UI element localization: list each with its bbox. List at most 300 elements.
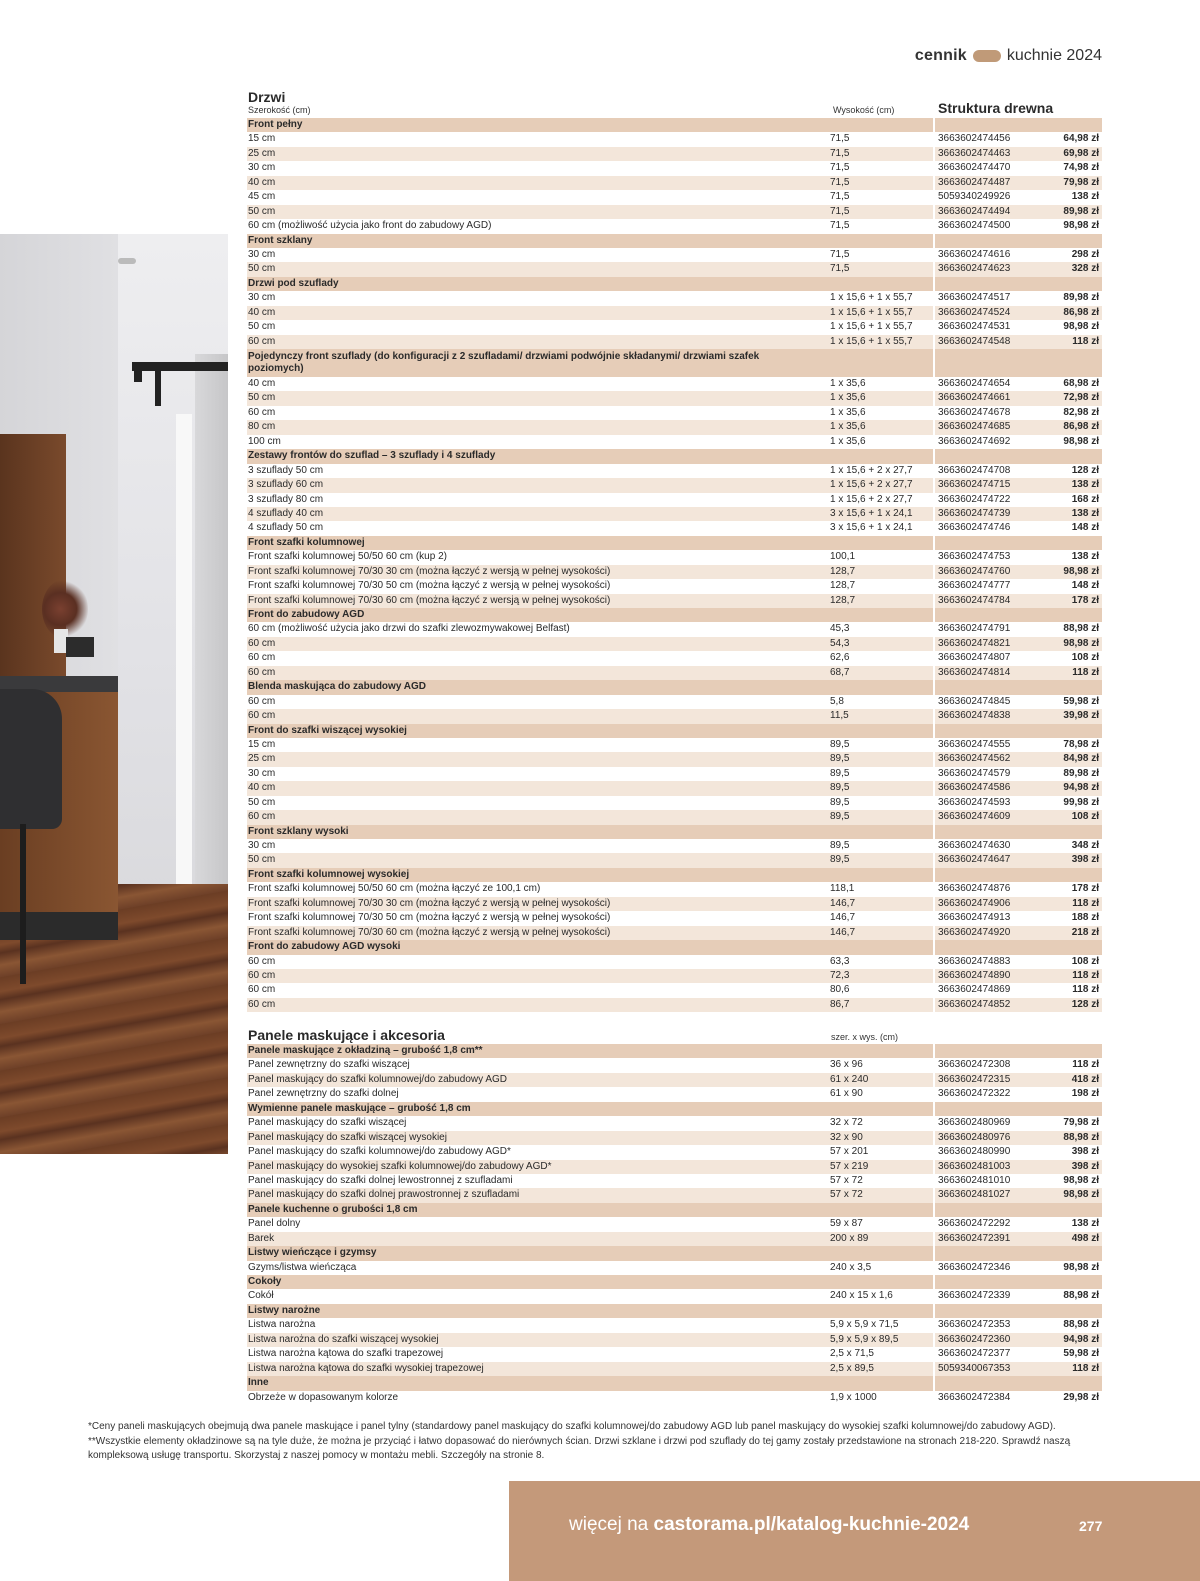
dimension: 71,5 <box>830 147 850 159</box>
table-row <box>247 983 1102 997</box>
category-label: Front pełny <box>248 119 303 130</box>
product-name: 50 cm <box>248 796 276 808</box>
ean-code: 3663602474906 <box>938 897 1011 909</box>
dimension: 71,5 <box>830 176 850 188</box>
product-name: 60 cm <box>248 652 276 664</box>
price: 138 zł <box>1071 479 1099 491</box>
dimension: 240 x 15 x 1,6 <box>830 1290 893 1302</box>
price: 118 zł <box>1072 1059 1099 1071</box>
panels-title: Panele maskujące i akcesoria <box>248 1027 445 1043</box>
ean-code: 3663602474807 <box>938 652 1011 664</box>
dimension: 63,3 <box>830 955 850 967</box>
product-name: 60 cm <box>248 811 276 823</box>
product-name: 80 cm <box>248 421 276 433</box>
ean-code: 3663602480976 <box>938 1131 1011 1143</box>
table-row <box>247 1174 1102 1188</box>
ean-code: 3663602474562 <box>938 753 1011 765</box>
table-row <box>247 594 1102 608</box>
table-row <box>247 882 1102 896</box>
price: 218 zł <box>1071 926 1099 938</box>
product-name: Panel maskujący do szafki dolnej prawostronnej z szufladami <box>248 1189 520 1201</box>
price: 98,98 zł <box>1063 1189 1099 1201</box>
price: 188 zł <box>1071 912 1099 924</box>
price: 138 zł <box>1071 191 1099 203</box>
product-name: Front szafki kolumnowej 70/30 30 cm (można łączyć z wersją w pełnej wysokości) <box>248 897 611 909</box>
price: 328 zł <box>1071 263 1099 275</box>
dimension: 1 x 35,6 <box>830 421 866 433</box>
category-row <box>247 1376 1102 1390</box>
product-name: 4 szuflady 50 cm <box>248 522 324 534</box>
product-name: 30 cm <box>248 292 276 304</box>
ean-code: 3663602474869 <box>938 984 1011 996</box>
dimension: 89,5 <box>830 767 850 779</box>
dimension: 71,5 <box>830 220 850 232</box>
product-name: Panel dolny <box>248 1218 301 1230</box>
ean-code: 3663602474609 <box>938 811 1011 823</box>
price: 118 zł <box>1072 1362 1099 1374</box>
footer-link[interactable]: więcej na castorama.pl/katalog-kuchnie-2024 <box>569 1514 970 1535</box>
product-name: 60 cm <box>248 406 276 418</box>
product-name: 50 cm <box>248 263 276 275</box>
price: 79,98 zł <box>1063 176 1099 188</box>
dimension: 200 x 89 <box>830 1232 869 1244</box>
table-row <box>247 391 1102 405</box>
table-row <box>247 695 1102 709</box>
ean-code: 3663602474517 <box>938 292 1011 304</box>
table-row <box>247 810 1102 824</box>
price: 98,98 zł <box>1063 321 1099 333</box>
ean-code: 3663602480969 <box>938 1117 1011 1129</box>
product-name: 60 cm <box>248 637 276 649</box>
category-row <box>247 680 1102 694</box>
price: 498 zł <box>1071 1232 1099 1244</box>
table-row <box>247 262 1102 276</box>
dimension: 1,9 x 1000 <box>830 1391 877 1403</box>
table-row <box>247 1116 1102 1130</box>
dimension: 80,6 <box>830 984 850 996</box>
ean-code: 3663602474579 <box>938 767 1011 779</box>
price: 348 zł <box>1071 840 1099 851</box>
table-row <box>247 709 1102 723</box>
product-name: 3 szuflady 80 cm <box>248 493 324 505</box>
table-row <box>247 1073 1102 1087</box>
dimension: 1 x 35,6 <box>830 378 866 389</box>
dimension: 89,5 <box>830 811 850 823</box>
table-row <box>247 565 1102 579</box>
ean-code: 3663602474487 <box>938 176 1011 188</box>
ean-code: 3663602472360 <box>938 1333 1011 1345</box>
ean-code: 3663602474623 <box>938 263 1011 275</box>
product-name: 60 cm <box>248 955 276 967</box>
price: 178 zł <box>1071 594 1099 606</box>
category-label: Front szklany <box>248 234 313 246</box>
product-name: Panel maskujący do szafki wiszącej <box>248 1117 407 1129</box>
product-name: 40 cm <box>248 176 276 188</box>
dimension: 1 x 15,6 + 2 x 27,7 <box>830 493 913 505</box>
price: 148 zł <box>1071 522 1099 534</box>
table-row <box>247 579 1102 593</box>
dimension: 89,5 <box>830 782 850 794</box>
table-row <box>247 1058 1102 1072</box>
dims-column-header: szer. x wys. (cm) <box>831 1032 898 1042</box>
category-row <box>247 1203 1102 1217</box>
price: 118 zł <box>1072 897 1099 909</box>
category-row <box>247 608 1102 622</box>
price: 39,98 zł <box>1063 710 1099 722</box>
product-name: 3 szuflady 50 cm <box>248 464 324 476</box>
table-row <box>247 132 1102 146</box>
category-label: Panele maskujące z okładziną – grubość 1,8 cm** <box>248 1045 483 1056</box>
page-number: 277 <box>1079 1518 1103 1534</box>
category-label: Blenda maskująca do zabudowy AGD <box>248 681 427 693</box>
price: 198 zł <box>1071 1088 1099 1100</box>
price: 59,98 zł <box>1063 695 1099 707</box>
table-row <box>247 406 1102 420</box>
dimension: 89,5 <box>830 854 850 866</box>
product-name: 60 cm <box>248 335 276 347</box>
ean-code: 3663602474555 <box>938 738 1011 750</box>
product-name: 40 cm <box>248 782 276 794</box>
price: 108 zł <box>1071 652 1099 664</box>
dimension: 3 x 15,6 + 1 x 24,1 <box>830 522 913 534</box>
price: 88,98 zł <box>1063 1131 1099 1143</box>
category-row <box>247 449 1102 463</box>
product-name: 60 cm <box>248 998 276 1010</box>
dimension: 1 x 15,6 + 1 x 55,7 <box>830 292 913 304</box>
table-row <box>247 853 1102 867</box>
price: 128 zł <box>1071 998 1099 1010</box>
price: 418 zł <box>1071 1073 1099 1085</box>
ean-code: 3663602480990 <box>938 1146 1011 1158</box>
dimension: 68,7 <box>830 666 850 678</box>
table-row <box>247 507 1102 521</box>
dimension: 3 x 15,6 + 1 x 24,1 <box>830 507 913 519</box>
price: 118 zł <box>1072 984 1099 996</box>
category-row <box>247 825 1102 839</box>
table-row <box>247 1333 1102 1347</box>
table-row <box>247 781 1102 795</box>
category-label: Pojedynczy front szuflady (do konfiguracji z 2 szufladami/ drzwiami podwójnie składanymi/ drzwiami szafek poziomych) <box>248 351 760 374</box>
dimension: 1 x 15,6 + 1 x 55,7 <box>830 306 913 318</box>
dimension: 1 x 35,6 <box>830 392 866 404</box>
ean-code: 3663602474746 <box>938 522 1011 534</box>
table-row <box>247 969 1102 983</box>
ean-code: 3663602474463 <box>938 147 1011 159</box>
product-name: 50 cm <box>248 321 276 333</box>
page-header <box>915 47 1102 65</box>
ean-code: 3663602472339 <box>938 1290 1011 1302</box>
category-row <box>247 234 1102 248</box>
table-row <box>247 738 1102 752</box>
dimension: 32 x 72 <box>830 1117 863 1129</box>
product-name: Front szafki kolumnowej 70/30 60 cm (można łączyć z wersją w pełnej wysokości) <box>248 594 611 606</box>
ean-code: 3663602474524 <box>938 306 1011 318</box>
table-row <box>247 219 1102 233</box>
dimension: 2,5 x 71,5 <box>830 1348 874 1360</box>
ean-code: 3663602474708 <box>938 464 1011 476</box>
table-row <box>247 1160 1102 1174</box>
ean-code: 3663602472292 <box>938 1218 1011 1230</box>
product-name: 60 cm <box>248 984 276 996</box>
ean-code: 3663602481027 <box>938 1189 1011 1201</box>
ean-code: 3663602474661 <box>938 392 1011 404</box>
width-column-header: Szerokość (cm) <box>248 105 311 115</box>
table-row <box>247 767 1102 781</box>
table-row <box>247 306 1102 320</box>
table-row <box>247 291 1102 305</box>
product-name: 30 cm <box>248 162 276 174</box>
product-name: 60 cm <box>248 695 276 707</box>
category-label: Zestawy frontów do szuflad – 3 szuflady i 4 szuflady <box>248 450 496 462</box>
price: 98,98 zł <box>1063 435 1099 447</box>
dimension: 89,5 <box>830 840 850 851</box>
category-label: Front do zabudowy AGD <box>248 609 365 620</box>
dimension: 5,9 x 5,9 x 71,5 <box>830 1319 899 1331</box>
ean-code: 3663602474470 <box>938 162 1011 174</box>
price: 88,98 zł <box>1063 1290 1099 1302</box>
doors-table <box>247 118 1102 1012</box>
category-label: Front do zabudowy AGD wysoki <box>248 941 401 953</box>
ean-code: 3663602474876 <box>938 883 1011 895</box>
product-name: Panel maskujący do szafki kolumnowej/do zabudowy AGD* <box>248 1146 511 1158</box>
product-name: Panel maskujący do wysokiej szafki kolumnowej/do zabudowy AGD* <box>248 1160 552 1172</box>
dimension: 89,5 <box>830 753 850 765</box>
doors-title: Drzwi <box>248 89 286 105</box>
price: 64,98 zł <box>1063 133 1099 145</box>
dimension: 146,7 <box>830 926 856 938</box>
product-name: 50 cm <box>248 392 276 404</box>
category-row <box>247 118 1102 132</box>
dimension: 57 x 201 <box>830 1146 869 1158</box>
price: 118 zł <box>1072 969 1099 981</box>
ean-code: 3663602474845 <box>938 695 1011 707</box>
table-row <box>247 1217 1102 1231</box>
section-label: cennik <box>914 47 967 64</box>
dimension: 2,5 x 89,5 <box>830 1362 874 1374</box>
category-row <box>247 277 1102 291</box>
price: 98,98 zł <box>1063 1261 1099 1273</box>
ean-code: 3663602472346 <box>938 1261 1011 1273</box>
price: 398 zł <box>1071 1146 1099 1158</box>
ean-code: 3663602474685 <box>938 421 1011 433</box>
table-row <box>247 752 1102 766</box>
dimension: 100,1 <box>830 551 856 563</box>
ean-code: 3663602472322 <box>938 1088 1011 1100</box>
table-row <box>247 550 1102 564</box>
category-label: Inne <box>248 1377 269 1389</box>
dimension: 59 x 87 <box>830 1218 863 1230</box>
dimension: 36 x 96 <box>830 1059 863 1071</box>
category-label: Wymienne panele maskujące – grubość 1,8 cm <box>248 1102 471 1114</box>
ean-code: 3663602474890 <box>938 969 1011 981</box>
price: 148 zł <box>1071 580 1099 592</box>
category-row <box>247 1304 1102 1318</box>
product-name: 25 cm <box>248 147 276 159</box>
price: 398 zł <box>1071 854 1099 866</box>
kitchen-photo <box>0 234 228 1154</box>
price: 82,98 zł <box>1063 406 1099 418</box>
dimension: 240 x 3,5 <box>830 1261 872 1273</box>
dimension: 71,5 <box>830 205 850 217</box>
dimension: 89,5 <box>830 796 850 808</box>
category-row <box>247 536 1102 550</box>
table-row <box>247 911 1102 925</box>
ean-code: 3663602474852 <box>938 998 1011 1010</box>
dimension: 1 x 35,6 <box>830 435 866 447</box>
dimension: 146,7 <box>830 897 856 909</box>
category-row <box>247 1102 1102 1116</box>
dimension: 1 x 15,6 + 2 x 27,7 <box>830 479 913 491</box>
dimension: 1 x 15,6 + 2 x 27,7 <box>830 464 913 476</box>
table-row <box>247 464 1102 478</box>
product-name: Front szafki kolumnowej 70/30 30 cm (można łączyć z wersją w pełnej wysokości) <box>248 565 611 577</box>
ean-code: 3663602472353 <box>938 1319 1011 1331</box>
table-row <box>247 248 1102 262</box>
price: 78,98 zł <box>1063 738 1099 750</box>
ean-code: 3663602474616 <box>938 248 1011 260</box>
panels-table <box>247 1044 1102 1405</box>
dimension: 71,5 <box>830 191 850 203</box>
price: 59,98 zł <box>1063 1348 1099 1360</box>
dimension: 128,7 <box>830 580 856 592</box>
product-name: Listwa narożna do szafki wiszącej wysokiej <box>248 1333 439 1345</box>
table-row <box>247 796 1102 810</box>
table-row <box>247 478 1102 492</box>
price: 94,98 zł <box>1063 782 1099 794</box>
ean-code: 3663602474913 <box>938 912 1011 924</box>
ean-code: 3663602474593 <box>938 796 1011 808</box>
product-name: Front szafki kolumnowej 50/50 60 cm (kup 2) <box>248 551 447 563</box>
ean-code: 3663602474739 <box>938 507 1011 519</box>
table-row <box>247 651 1102 665</box>
ean-code: 3663602474500 <box>938 220 1011 232</box>
price: 98,98 zł <box>1063 565 1099 577</box>
product-name: Panel maskujący do szafki kolumnowej/do zabudowy AGD <box>248 1073 508 1085</box>
product-name: 100 cm <box>248 435 281 447</box>
table-row <box>247 420 1102 434</box>
dimension: 71,5 <box>830 162 850 174</box>
ean-code: 3663602474586 <box>938 782 1011 794</box>
ean-code: 3663602474647 <box>938 854 1011 866</box>
ean-code: 3663602474494 <box>938 205 1011 217</box>
dimension: 54,3 <box>830 637 850 649</box>
table-row <box>247 897 1102 911</box>
dimension: 1 x 15,6 + 1 x 55,7 <box>830 321 913 333</box>
table-row <box>247 666 1102 680</box>
category-label: Front szafki kolumnowej <box>248 536 365 548</box>
price: 29,98 zł <box>1063 1391 1099 1403</box>
dimension: 32 x 90 <box>830 1131 863 1143</box>
ean-code: 3663602481010 <box>938 1174 1011 1186</box>
catalog-label: kuchnie 2024 <box>1006 47 1102 64</box>
price: 138 zł <box>1071 1218 1099 1230</box>
table-row <box>247 521 1102 535</box>
table-row <box>247 320 1102 334</box>
price: 178 zł <box>1071 883 1099 895</box>
price: 86,98 zł <box>1063 421 1099 433</box>
ean-code: 3663602474814 <box>938 666 1011 678</box>
category-row <box>247 349 1102 377</box>
dimension: 146,7 <box>830 912 856 924</box>
price: 98,98 zł <box>1063 637 1099 649</box>
dimension: 57 x 219 <box>830 1160 869 1172</box>
ean-code: 3663602474883 <box>938 955 1011 967</box>
table-row <box>247 161 1102 175</box>
dimension: 71,5 <box>830 248 850 260</box>
category-label: Front szklany wysoki <box>248 825 349 837</box>
price: 94,98 zł <box>1063 1333 1099 1345</box>
ean-code: 3663602474630 <box>938 840 1011 851</box>
ean-code: 3663602474692 <box>938 435 1011 447</box>
ean-code: 3663602474654 <box>938 378 1011 389</box>
ean-code: 3663602474548 <box>938 335 1011 347</box>
product-name: 50 cm <box>248 854 276 866</box>
price: 84,98 zł <box>1063 753 1099 765</box>
category-label: Panele kuchenne o grubości 1,8 cm <box>248 1203 418 1215</box>
category-row <box>247 724 1102 738</box>
price: 68,98 zł <box>1063 378 1099 389</box>
dimension: 1 x 15,6 + 1 x 55,7 <box>830 335 913 347</box>
table-row <box>247 1131 1102 1145</box>
product-name: Barek <box>248 1232 275 1244</box>
product-name: Front szafki kolumnowej 50/50 60 cm (można łączyć ze 100,1 cm) <box>248 883 541 895</box>
table-row <box>247 1087 1102 1101</box>
footer-banner <box>509 1481 1200 1581</box>
ean-code: 3663602474722 <box>938 493 1011 505</box>
ean-code: 3663602474531 <box>938 321 1011 333</box>
table-row <box>247 335 1102 349</box>
dimension: 5,9 x 5,9 x 89,5 <box>830 1333 899 1345</box>
ean-code: 3663602472377 <box>938 1348 1011 1360</box>
dimension: 61 x 90 <box>830 1088 863 1100</box>
price: 98,98 zł <box>1063 220 1099 232</box>
category-label: Listwy narożne <box>248 1304 321 1316</box>
product-name: 50 cm <box>248 205 276 217</box>
price: 98,98 zł <box>1063 1174 1099 1186</box>
product-name: 30 cm <box>248 840 276 851</box>
table-row <box>247 1145 1102 1159</box>
product-name: 3 szuflady 60 cm <box>248 479 324 491</box>
table-row <box>247 1289 1102 1303</box>
price: 298 zł <box>1071 248 1099 260</box>
product-name: Panel maskujący do szafki wiszącej wysokiej <box>248 1131 447 1143</box>
pill-icon <box>973 50 1001 62</box>
price: 89,98 zł <box>1063 767 1099 779</box>
product-name: 45 cm <box>248 191 276 203</box>
price: 108 zł <box>1071 811 1099 823</box>
product-name: Front szafki kolumnowej 70/30 60 cm (można łączyć z wersją w pełnej wysokości) <box>248 926 611 938</box>
product-name: Obrzeże w dopasowanym kolorze <box>248 1391 399 1403</box>
product-name: 60 cm <box>248 710 276 722</box>
product-name: 60 cm <box>248 969 276 981</box>
table-row <box>247 435 1102 449</box>
product-name: 15 cm <box>248 738 276 750</box>
product-name: Front szafki kolumnowej 70/30 50 cm (można łączyć z wersją w pełnej wysokości) <box>248 912 611 924</box>
category-label: Listwy wieńczące i gzymsy <box>248 1247 377 1259</box>
product-name: Listwa narożna <box>248 1319 316 1331</box>
ean-code: 3663602474784 <box>938 594 1011 606</box>
ean-code: 3663602474791 <box>938 623 1011 635</box>
price: 398 zł <box>1071 1160 1099 1172</box>
category-row <box>247 868 1102 882</box>
dimension: 57 x 72 <box>830 1189 863 1201</box>
price: 74,98 zł <box>1063 162 1099 174</box>
table-row <box>247 1188 1102 1202</box>
price: 89,98 zł <box>1063 205 1099 217</box>
table-row <box>247 377 1102 391</box>
table-row <box>247 998 1102 1012</box>
ean-code: 3663602474838 <box>938 710 1011 722</box>
